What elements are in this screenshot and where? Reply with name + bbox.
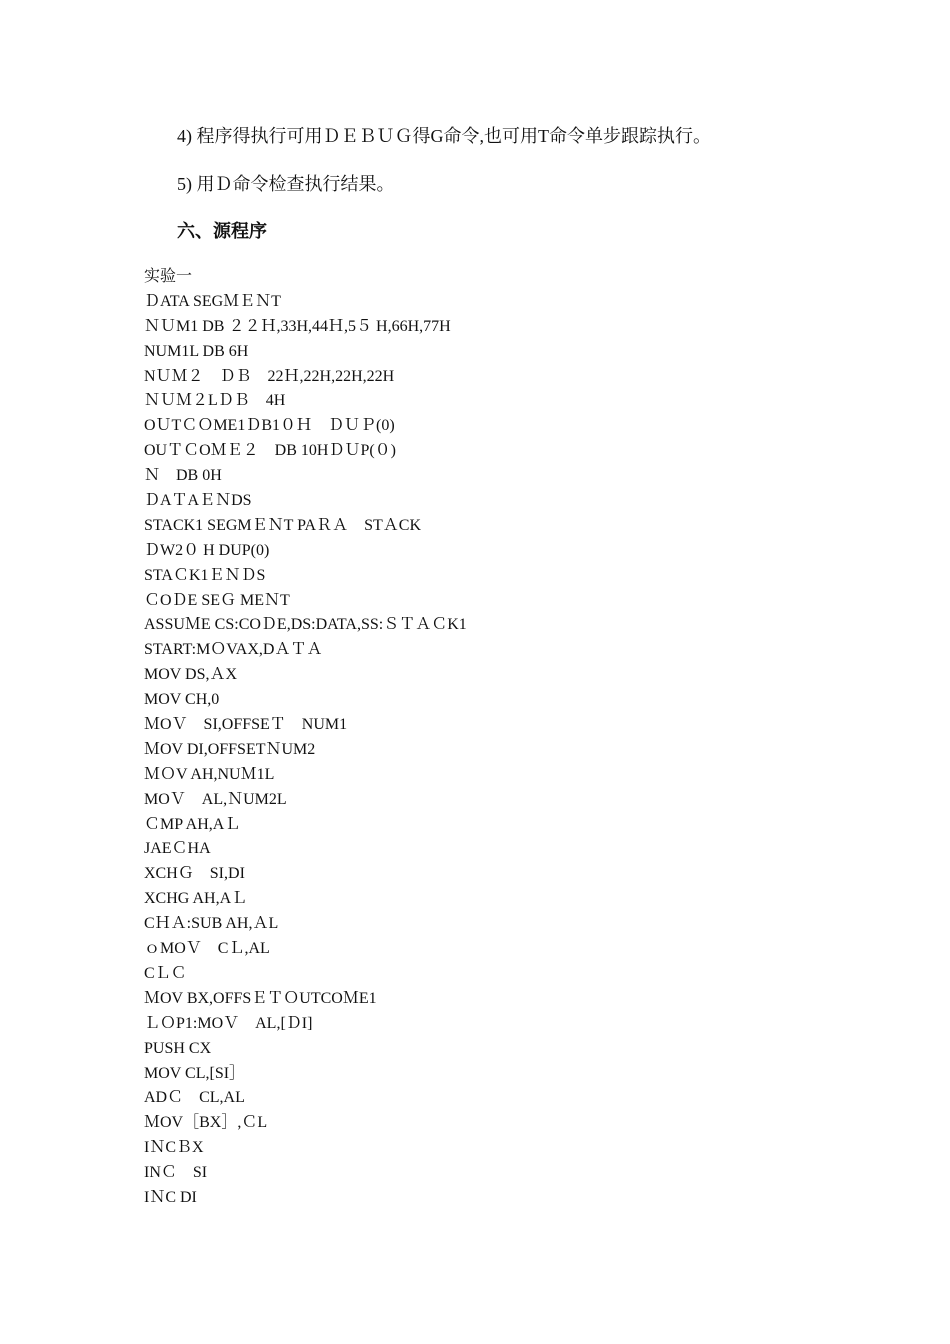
- code-line: INＣ SI: [144, 1164, 208, 1182]
- code-line: ＤAＴAＥＮDS: [144, 492, 252, 510]
- code-line: MOV CL,[SI］: [144, 1064, 246, 1082]
- source-code-listing: [144, 265, 467, 1211]
- step-4-text: 4) 程序得执行可用ＤＥＢＵＧ得G命令,也可用T命令单步跟踪执行。: [177, 126, 711, 146]
- code-line: XCHG AH,AＬ: [144, 890, 248, 908]
- code-line: ＮＵM1 DB ２２Ｈ,33H,44Ｈ,5５ H,66H,77H: [144, 317, 451, 335]
- code-line: STAＣK1ＥＮＤS: [144, 566, 266, 584]
- code-line: ＭOＶ SI,OFFSEＴ NUM1: [144, 716, 348, 734]
- code-line: ＬＯP1:MOＶ AL,[ＤI]: [144, 1014, 313, 1032]
- code-line: ＭOV DI,OFFSETＮUM2: [144, 740, 316, 758]
- code-line: Ｎ DB 0H: [144, 467, 222, 485]
- code-line: ASSUＭE CS:COＤE,DS:DATA,SS:ＳＴＡＣK1: [144, 616, 467, 634]
- code-line: ＣOＤE SEＧ MEＮT: [144, 591, 290, 609]
- code-line: NUM1L DB 6H: [144, 342, 249, 360]
- code-line: XCHＧ SI,DI: [144, 865, 245, 883]
- step-5-text: 5) 用Ｄ命令检查执行结果。: [177, 174, 395, 194]
- code-line: ＮＵＭ２LＤＢ 4H: [144, 392, 286, 410]
- code-line: ＣMP AH,AＬ: [144, 815, 241, 833]
- code-line: ＭOV BX,OFFSＥＴＯUTCOＭE1: [144, 989, 377, 1007]
- code-line: CＬＣ: [144, 964, 187, 982]
- code-line: ＤW2０ H DUP(0): [144, 541, 270, 559]
- code-line: OＵTＣＯME1ＤB1０Ｈ ＤＵＰ(0): [144, 417, 395, 435]
- code-line: MOV DS,ＡX: [144, 666, 238, 684]
- code-line: OUＴＣOＭＥ２ DB 10HＤＵP(０): [144, 442, 397, 460]
- code-line: IＮCＢX: [144, 1139, 204, 1157]
- code-line: ＭＯV AH,NUＭ1L: [144, 765, 275, 783]
- code-line: IＮC DI: [144, 1188, 197, 1206]
- code-line: ｏMOＶ CＬ,AL: [144, 940, 270, 958]
- code-line: PUSH CX: [144, 1039, 212, 1057]
- code-line: 实验一: [144, 268, 193, 285]
- code-line: START:MＯVAX,DＡＴＡ: [144, 641, 323, 659]
- code-line: CＨＡ:SUB AH,ＡL: [144, 915, 279, 933]
- section-heading: 六、源程序: [177, 221, 267, 241]
- code-line: JAEＣHA: [144, 840, 211, 858]
- code-line: MOＶ AL,ＮUM2L: [144, 790, 287, 808]
- code-line: STACK1 SEGMＥＮT PAＲＡ STＡCK: [144, 516, 421, 534]
- code-line: MOV CH,0: [144, 691, 220, 709]
- code-line: ＭOV［BX］,ＣL: [144, 1114, 268, 1132]
- code-line: ADＣ CL,AL: [144, 1089, 245, 1107]
- code-line: ＤATA SEGＭＥＮT: [144, 292, 281, 310]
- code-line: NＵＭ２ ＤＢ 22Ｈ,22H,22H,22H: [144, 367, 395, 385]
